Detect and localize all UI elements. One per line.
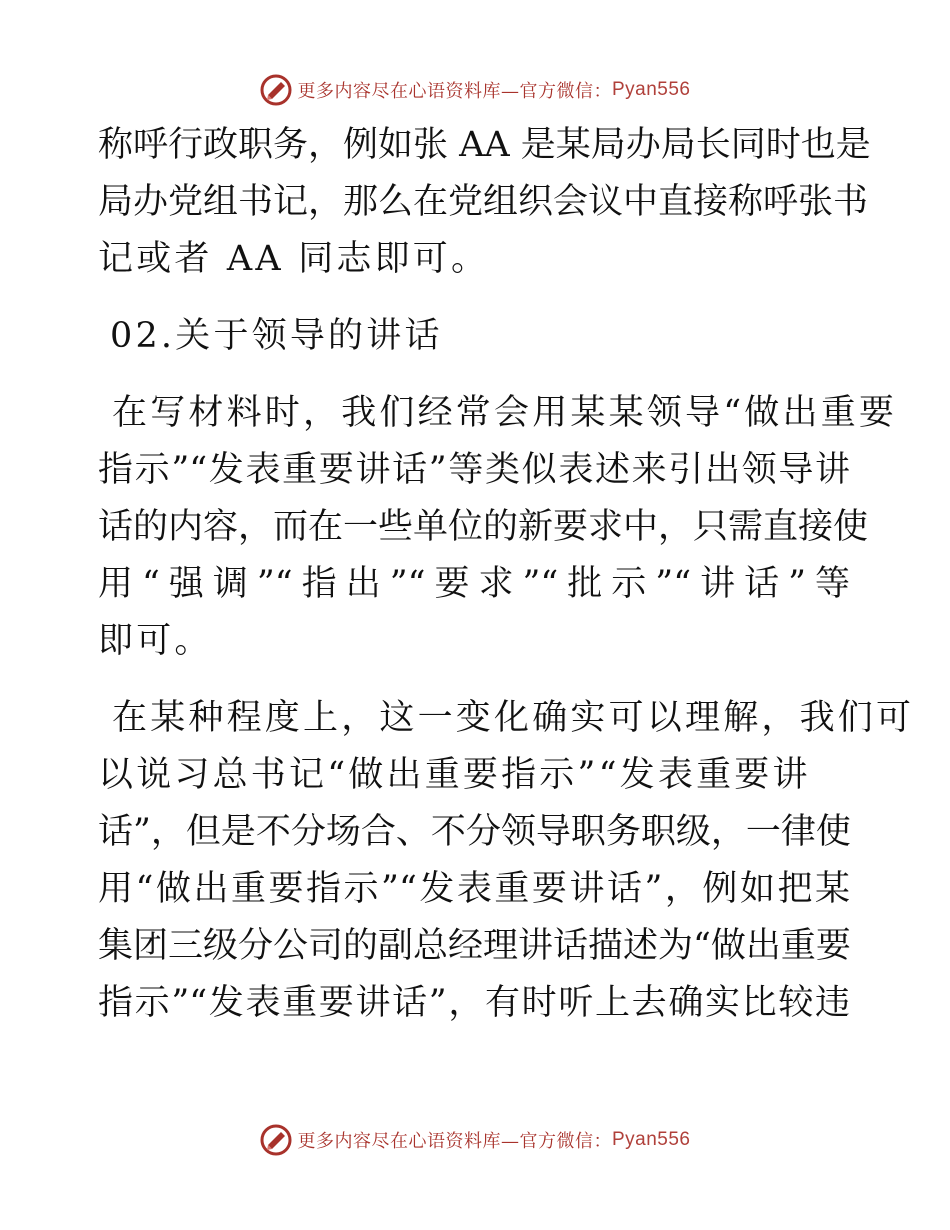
document-body	[98, 117, 915, 1032]
body-line: 称呼行政职务，例如张 AA 是某局办局长同时也是	[98, 125, 871, 165]
footer-banner-text: 更多内容尽在心语资料库—官方微信：	[297, 1131, 612, 1152]
body-line: 指示”“发表重要讲话”，有时听上去确实比较违	[98, 983, 850, 1023]
body-line: 记或者 AA 同志即可。	[98, 239, 490, 279]
body-line: 用“强调”“指出”“要求”“批示”“讲话”等	[98, 564, 850, 604]
section-heading: 02.关于领导的讲话	[110, 316, 443, 356]
body-line: 用“做出重要指示”“发表重要讲话”，例如把某	[98, 869, 850, 909]
brand-logo-icon	[259, 73, 293, 107]
brand-logo-icon	[259, 1123, 293, 1157]
header-banner-text: 更多内容尽在心语资料库—官方微信：	[297, 81, 612, 102]
body-line: 集团三级分公司的副总经理讲话描述为“做出重要	[98, 926, 851, 966]
header-wechat-id: Pyan556	[611, 79, 691, 100]
body-line: 在某种程度上，这一变化确实可以理解，我们可	[112, 698, 915, 738]
body-line: 话的内容，而在一些单位的新要求中，只需直接使	[98, 507, 869, 547]
body-line: 指示”“发表重要讲话”等类似表述来引出领导讲	[98, 450, 850, 490]
body-line: 话”，但是不分场合、不分领导职务职级，一律使	[98, 812, 851, 852]
footer-wechat-id: Pyan556	[611, 1129, 691, 1150]
body-line: 局办党组书记，那么在党组织会议中直接称呼张书	[98, 182, 869, 222]
footer-banner	[0, 1120, 950, 1160]
header-banner	[0, 70, 950, 110]
body-line: 即可。	[98, 621, 213, 661]
body-line: 在写材料时，我们经常会用某某领导“做出重要	[112, 393, 898, 433]
body-line: 以说习总书记“做出重要指示”“发表重要讲	[98, 755, 811, 795]
